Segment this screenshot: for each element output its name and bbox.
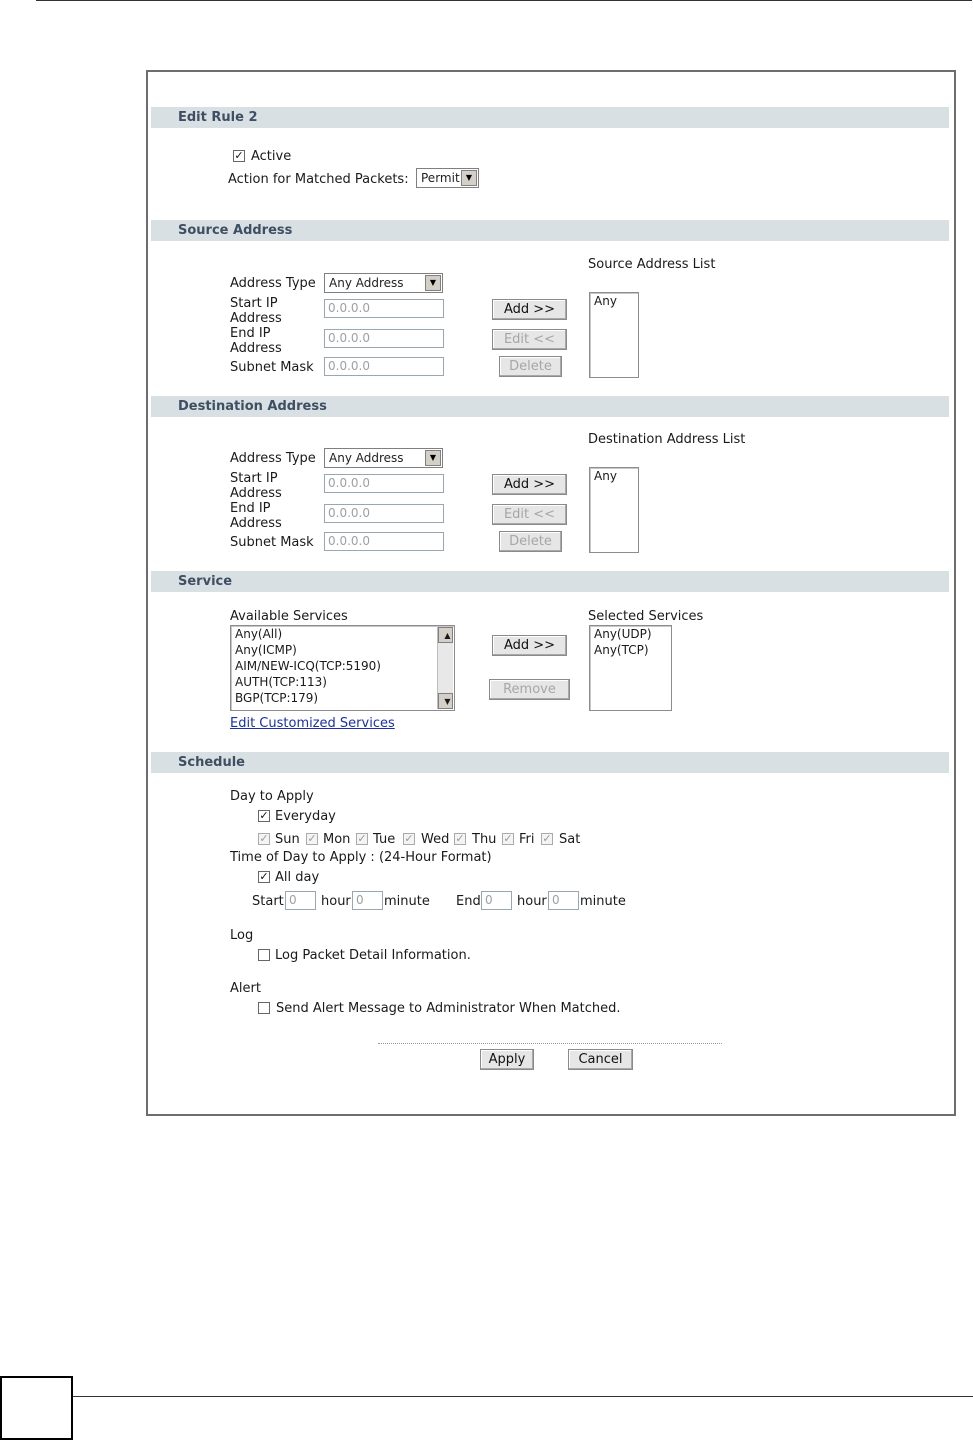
scroll-up-icon[interactable]: ▲ bbox=[438, 627, 453, 643]
section-header-destination bbox=[151, 396, 949, 417]
alert-option-label: Send Alert Message to Administrator When Matched. bbox=[276, 1001, 621, 1016]
start-hour-input[interactable]: 0 bbox=[285, 891, 316, 910]
list-item[interactable]: AUTH(TCP:113) bbox=[235, 675, 327, 689]
list-item[interactable]: Any(ICMP) bbox=[235, 643, 297, 657]
mon-label: Mon bbox=[323, 832, 351, 847]
section-header-schedule bbox=[151, 752, 949, 773]
end-hour-label: hour bbox=[517, 894, 547, 909]
source-list-label: Source Address List bbox=[588, 257, 716, 272]
action-select[interactable] bbox=[416, 168, 479, 188]
section-header-service bbox=[151, 571, 949, 592]
actions-divider bbox=[378, 1043, 722, 1044]
service-add-button[interactable]: Add >> bbox=[492, 635, 567, 656]
chevron-down-icon: ▼ bbox=[425, 275, 441, 291]
fri-label: Fri bbox=[519, 832, 535, 847]
select-value: Any Address bbox=[329, 451, 404, 465]
start-minute-label: minute bbox=[384, 894, 430, 909]
cancel-button[interactable]: Cancel bbox=[568, 1049, 633, 1070]
list-item[interactable]: Any(TCP) bbox=[594, 643, 649, 657]
start-label: Start bbox=[252, 894, 284, 909]
source-address-type-label: Address Type bbox=[230, 276, 316, 291]
section-title: Edit Rule 2 bbox=[178, 110, 258, 125]
destination-list-label: Destination Address List bbox=[588, 432, 746, 447]
destination-edit-button[interactable]: Edit << bbox=[492, 504, 567, 525]
source-address-type-select[interactable] bbox=[324, 273, 443, 293]
list-item[interactable]: AIM/NEW-ICQ(TCP:5190) bbox=[235, 659, 381, 673]
list-item[interactable]: BGP(TCP:179) bbox=[235, 691, 319, 705]
allday-label: All day bbox=[275, 870, 320, 885]
sat-checkbox[interactable]: ✓ bbox=[542, 832, 552, 845]
tue-label: Tue bbox=[373, 832, 396, 847]
thu-label: Thu bbox=[472, 832, 497, 847]
source-start-ip-label: Start IP Address bbox=[230, 296, 282, 326]
destination-delete-button[interactable]: Delete bbox=[499, 531, 562, 552]
page-top-rule bbox=[36, 0, 972, 1]
section-title: Service bbox=[178, 574, 233, 589]
action-select-value: Permit bbox=[421, 171, 460, 185]
available-services-label: Available Services bbox=[230, 609, 348, 624]
destination-start-ip-input[interactable]: 0.0.0.0 bbox=[324, 474, 444, 493]
source-subnet-input[interactable]: 0.0.0.0 bbox=[324, 357, 444, 376]
sun-label: Sun bbox=[275, 832, 300, 847]
source-subnet-label: Subnet Mask bbox=[230, 360, 314, 375]
allday-checkbox[interactable]: ✓ bbox=[259, 870, 269, 883]
log-option-label: Log Packet Detail Information. bbox=[275, 948, 471, 963]
section-title: Schedule bbox=[178, 755, 245, 770]
destination-end-ip-input[interactable]: 0.0.0.0 bbox=[324, 504, 444, 523]
source-add-button[interactable]: Add >> bbox=[492, 299, 567, 320]
chevron-down-icon: ▼ bbox=[425, 450, 441, 466]
list-item[interactable]: Any bbox=[594, 294, 617, 308]
edit-customized-services-link[interactable]: Edit Customized Services bbox=[230, 716, 395, 731]
active-label: Active bbox=[251, 149, 292, 164]
sat-label: Sat bbox=[559, 832, 581, 847]
log-label: Log bbox=[230, 928, 254, 943]
tue-checkbox[interactable]: ✓ bbox=[357, 832, 367, 845]
mon-checkbox[interactable]: ✓ bbox=[307, 832, 317, 845]
section-title: Source Address bbox=[178, 223, 293, 238]
chevron-down-icon: ▼ bbox=[461, 170, 477, 186]
available-services-list[interactable] bbox=[230, 625, 455, 711]
time-of-day-label: Time of Day to Apply : (24-Hour Format) bbox=[230, 850, 492, 865]
section-title: Destination Address bbox=[178, 399, 327, 414]
everyday-label: Everyday bbox=[275, 809, 336, 824]
fri-checkbox[interactable]: ✓ bbox=[503, 832, 513, 845]
source-edit-button[interactable]: Edit << bbox=[492, 329, 567, 350]
source-start-ip-input[interactable]: 0.0.0.0 bbox=[324, 299, 444, 318]
page-footer-rule bbox=[73, 1396, 973, 1397]
source-delete-button[interactable]: Delete bbox=[499, 356, 562, 377]
section-header-edit-rule bbox=[151, 107, 949, 128]
alert-label: Alert bbox=[230, 981, 261, 996]
available-services-scrollbar[interactable] bbox=[437, 627, 453, 709]
everyday-checkbox[interactable]: ✓ bbox=[259, 809, 269, 822]
apply-button[interactable]: Apply bbox=[480, 1049, 534, 1070]
list-item[interactable]: Any bbox=[594, 469, 617, 483]
start-minute-input[interactable]: 0 bbox=[352, 891, 383, 910]
destination-add-button[interactable]: Add >> bbox=[492, 474, 567, 495]
end-minute-input[interactable]: 0 bbox=[548, 891, 579, 910]
destination-start-ip-label: Start IP Address bbox=[230, 471, 282, 501]
selected-services-label: Selected Services bbox=[588, 609, 704, 624]
action-label: Action for Matched Packets: bbox=[228, 172, 409, 187]
scroll-down-icon[interactable]: ▼ bbox=[438, 693, 453, 709]
wed-label: Wed bbox=[421, 832, 450, 847]
log-checkbox[interactable] bbox=[258, 949, 270, 961]
page-number-box bbox=[0, 1376, 73, 1440]
end-minute-label: minute bbox=[580, 894, 626, 909]
section-header-source bbox=[151, 220, 949, 241]
list-item[interactable]: Any(UDP) bbox=[594, 627, 652, 641]
selected-services-list[interactable] bbox=[589, 625, 672, 711]
wed-checkbox[interactable]: ✓ bbox=[404, 832, 414, 845]
destination-subnet-label: Subnet Mask bbox=[230, 535, 314, 550]
active-checkbox[interactable]: ✓ bbox=[234, 149, 244, 162]
destination-address-type-label: Address Type bbox=[230, 451, 316, 466]
source-address-list[interactable] bbox=[589, 292, 639, 378]
destination-address-list[interactable] bbox=[589, 467, 639, 553]
source-end-ip-input[interactable]: 0.0.0.0 bbox=[324, 329, 444, 348]
destination-subnet-input[interactable]: 0.0.0.0 bbox=[324, 532, 444, 551]
day-to-apply-label: Day to Apply bbox=[230, 789, 314, 804]
select-value: Any Address bbox=[329, 276, 404, 290]
end-hour-input[interactable]: 0 bbox=[481, 891, 512, 910]
service-remove-button[interactable]: Remove bbox=[489, 679, 570, 700]
thu-checkbox[interactable]: ✓ bbox=[455, 832, 465, 845]
sun-checkbox[interactable]: ✓ bbox=[259, 832, 269, 845]
start-hour-label: hour bbox=[321, 894, 351, 909]
alert-checkbox[interactable] bbox=[258, 1002, 270, 1014]
source-end-ip-label: End IP Address bbox=[230, 326, 282, 356]
destination-address-type-select[interactable] bbox=[324, 448, 443, 468]
destination-end-ip-label: End IP Address bbox=[230, 501, 282, 531]
list-item[interactable]: Any(All) bbox=[235, 627, 283, 641]
end-label: End bbox=[456, 894, 481, 909]
